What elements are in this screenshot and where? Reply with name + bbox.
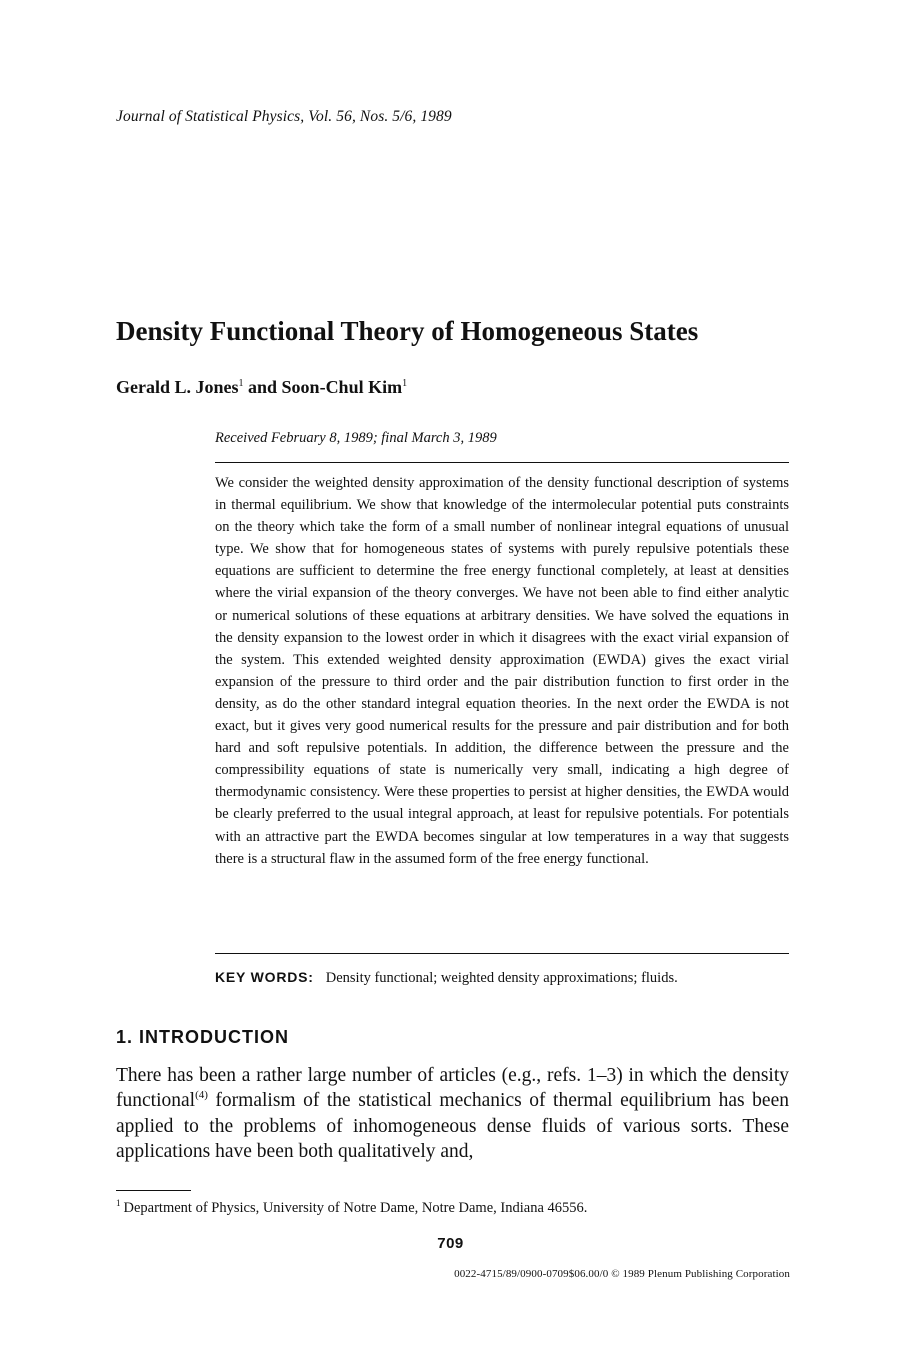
author-name: Soon-Chul Kim bbox=[281, 377, 403, 397]
keywords-label: KEY WORDS: bbox=[215, 969, 314, 985]
author-joiner: and bbox=[243, 377, 282, 397]
section-heading: 1. INTRODUCTION bbox=[116, 1027, 290, 1047]
footnote-mark: 1 bbox=[116, 1198, 121, 1208]
abstract: We consider the weighted density approximation of the density functional description of systems in thermal equilibrium. We show that knowledge of the intermolecular potential puts constraints on the theory which take the form of a small number of nonlinear integral equations of unusual type. We show that for homogeneous states of systems with purely repulsive potentials these equations are sufficient to determine the free energy functional completely, at least at densities where the virial expansion of the theory converges. We have not been able to find either analytic or numerical solutions of these equations at arbitrary densities. We have solved the equations in the density expansion to the lowest order in which it disagrees with the exact virial expansion of the system. This extended weighted density approximation (EWDA) gives the exact virial expansion of the pressure to third order and the pair distribution function to first order in the density, as do the other standard integral equation theories. In the next order the EWDA is not exact, but it gives very good numerical results for the pressure and pair distribution and for both hard and soft repulsive potentials. In addition, the difference between the pressure and the compressibility equations of state is numerically very small, indicating a high degree of thermodynamic consistency. Were these properties to persist at higher densities, the EWDA would be clearly preferred to the usual integral approach, at least for repulsive potentials. For potentials with an attractive part the EWDA becomes singular at low temperatures in a way that suggests there is a structural flaw in the assumed form of the free energy functional. bbox=[215, 475, 789, 867]
footnote bbox=[116, 1200, 587, 1217]
intro-text: formalism of the statistical mechanics of thermal equilibrium has been applied to the problems of inhomogeneous dense fluids of various sorts. These applications have been both qualitatively and, bbox=[116, 1090, 789, 1162]
intro-text: There has been a rather large number of articles (e.g., refs. 1–3) in which the density functional bbox=[116, 1065, 789, 1112]
introduction-paragraph bbox=[116, 1063, 789, 1164]
abstract-bottom-rule bbox=[215, 953, 789, 954]
journal-citation: Journal of Statistical Physics, Vol. 56, Nos. 5/6, 1989 bbox=[116, 108, 452, 125]
footnote-text: Department of Physics, University of Notre Dame, Notre Dame, Indiana 46556. bbox=[123, 1200, 588, 1216]
author-name: Gerald L. Jones bbox=[116, 377, 239, 397]
page-number: 709 bbox=[437, 1235, 464, 1252]
paper-title: Density Functional Theory of Homogeneous States bbox=[116, 316, 699, 346]
footnote-rule bbox=[116, 1190, 191, 1191]
affiliation-mark: 1 bbox=[402, 378, 408, 389]
abstract-top-rule bbox=[215, 462, 789, 463]
received-dates: Received February 8, 1989; final March 3, 1989 bbox=[215, 430, 497, 446]
keywords-text: Density functional; weighted density approximations; fluids. bbox=[325, 970, 678, 986]
author-line bbox=[116, 377, 407, 398]
affiliation-mark: 1 bbox=[238, 378, 244, 389]
copyright-line: 0022-4715/89/0900-0709$06.00/0 © 1989 Plenum Publishing Corporation bbox=[454, 1268, 790, 1280]
keywords-line bbox=[215, 969, 789, 987]
citation-ref[interactable]: (4) bbox=[195, 1089, 208, 1102]
